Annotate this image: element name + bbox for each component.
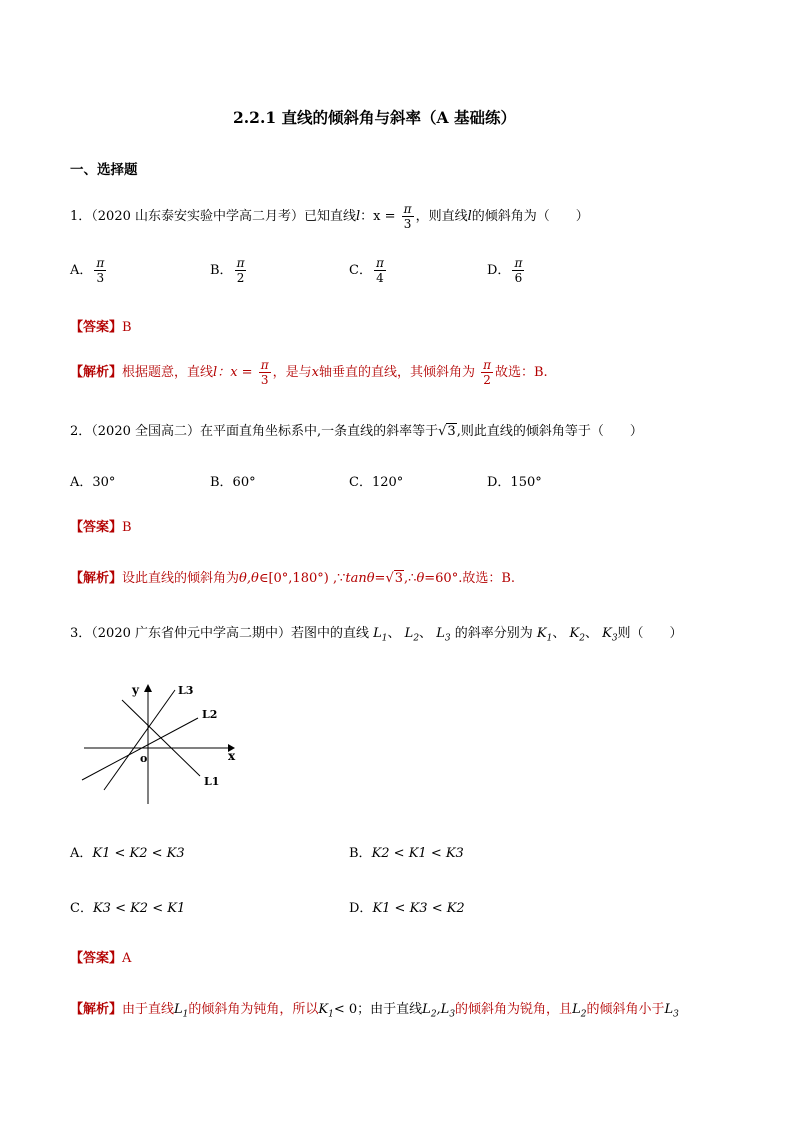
analysis-tag: 【解析】	[70, 1002, 123, 1017]
option-letter: C．	[70, 901, 93, 916]
q3-middle: 的斜率分别为	[454, 626, 533, 641]
y-axis-arrow	[144, 684, 152, 692]
q3-analysis	[70, 998, 679, 1020]
option-expr: K1 < K3 < K2	[372, 901, 465, 916]
q1-option-a	[70, 254, 108, 288]
l3-label: L3	[178, 684, 194, 697]
frac-den: 6	[514, 271, 523, 285]
q3-prefix: 3．（2020 广东省仲元中学高二期中）若图中的直线	[70, 626, 369, 641]
analysis-text: 故选：B.	[495, 365, 548, 380]
var-L1: $L_1$	[174, 1002, 189, 1020]
option-expr: K1 < K2 < K3	[92, 846, 185, 861]
var-L2: $L_2$	[572, 1002, 587, 1020]
q1-suffix2: 的倾斜角为（ ）	[471, 209, 589, 224]
analysis-text: 的倾斜角小于	[586, 1002, 665, 1017]
q1-var-l: l	[356, 209, 361, 224]
analysis-text: ∈[0°,180°) ,∵	[258, 571, 346, 586]
var-K1: $K_1$	[318, 1002, 334, 1020]
frac-den: 3	[260, 373, 269, 387]
x-label: x	[228, 749, 236, 763]
q3-option-d	[349, 897, 465, 916]
var-K3: $K_3$	[602, 626, 618, 644]
sep: 、	[387, 626, 401, 641]
q2-option-d: D．150°	[487, 475, 542, 490]
frac-num: π	[236, 256, 245, 270]
analysis-var: x	[311, 365, 319, 380]
sep: 、	[419, 626, 433, 641]
option-letter: B．	[349, 846, 372, 861]
frac-den: 4	[376, 271, 384, 285]
analysis-text: 设此直线的倾斜角为	[122, 571, 240, 586]
analysis-tag: 【解析】	[70, 365, 123, 380]
analysis-text: 的倾斜角为钝角，所以	[188, 1002, 319, 1017]
page-title: 2.2.1 直线的倾斜角与斜率（A 基础练）	[233, 108, 516, 127]
q1-option-c	[349, 254, 388, 288]
q3-option-b	[349, 842, 464, 861]
q3-answer	[70, 947, 131, 966]
answer-value: A	[122, 951, 132, 966]
var-L3: $L_3$	[664, 1002, 679, 1020]
option-letter: A．	[70, 263, 93, 278]
q3-suffix: 则（ ）	[617, 626, 683, 641]
var-L2: $L_2$	[404, 626, 420, 644]
sqrt-radicand: 3	[394, 571, 404, 586]
sep: 、	[552, 626, 566, 641]
q3-option-a	[70, 842, 185, 861]
var-L3: $L_3$	[436, 626, 451, 644]
analysis-text: =	[374, 571, 386, 586]
answer-tag: 【答案】	[70, 320, 123, 335]
sep: 、	[584, 626, 598, 641]
answer-value: B	[122, 320, 132, 335]
sqrt-radicand: 3	[447, 424, 456, 439]
option-expr: K3 < K2 < K1	[92, 901, 186, 916]
analysis-text: ,∴	[404, 571, 417, 586]
var-L2-L3: $L_2,L_3$	[422, 1002, 456, 1020]
sqrt-3: √3	[385, 571, 404, 586]
q1-frac-den: 3	[403, 217, 412, 231]
option-fraction	[374, 256, 386, 285]
section-heading: 一、选择题	[70, 162, 138, 178]
analysis-tag: 【解析】	[70, 571, 123, 586]
analysis-text: 轴垂直的直线，其倾斜角为	[318, 365, 475, 380]
option-letter: C．	[349, 263, 372, 278]
answer-tag: 【答案】	[70, 520, 123, 535]
answer-tag: 【答案】	[70, 951, 123, 966]
option-letter: B．	[210, 263, 233, 278]
option-letter: D．	[349, 901, 373, 916]
sqrt-3: √3	[438, 424, 456, 439]
analysis-text: 的倾斜角为锐角，且	[455, 1002, 573, 1017]
q2-prefix: 2．（2020 全国高二）在平面直角坐标系中,一条直线的斜率等于	[70, 424, 439, 439]
q2-answer	[70, 516, 132, 535]
option-fraction	[94, 256, 106, 285]
analysis-text: 根据题意，直线	[122, 365, 214, 380]
analysis-fraction	[259, 358, 271, 387]
var-L1: $L_1$	[373, 626, 388, 644]
frac-num: π	[375, 256, 384, 270]
frac-den: 2	[483, 373, 491, 387]
frac-num: π	[514, 256, 523, 270]
analysis-var: θ	[416, 571, 425, 586]
answer-value: B	[122, 520, 132, 535]
q2-analysis	[70, 567, 515, 586]
option-expr: K2 < K1 < K3	[371, 846, 464, 861]
q1-frac-num: π	[403, 202, 412, 216]
q2-option-b: B．60°	[210, 475, 256, 490]
q1-analysis	[70, 356, 548, 390]
line-l3	[104, 690, 175, 790]
q1-prefix: 1．（2020 山东泰安实验中学高二月考）已知直线	[70, 209, 356, 224]
q3-option-c	[70, 897, 185, 916]
analysis-fraction	[481, 358, 493, 387]
frac-num: π	[483, 358, 491, 372]
var-K2: $K_2$	[569, 626, 585, 644]
analysis-text: 由于直线	[122, 1002, 175, 1017]
q2-option-a: A．30°	[70, 475, 116, 490]
l2-label: L2	[202, 708, 218, 721]
analysis-var: l	[213, 365, 218, 380]
option-letter: A．	[70, 846, 93, 861]
q1-option-d	[487, 254, 526, 288]
question-2	[70, 420, 643, 439]
frac-den: 3	[96, 271, 105, 285]
option-letter: D．	[487, 263, 511, 278]
analysis-text: =60°.故选：B.	[424, 571, 516, 586]
q1-option-b	[210, 254, 248, 288]
q1-answer	[70, 316, 132, 335]
frac-den: 2	[236, 271, 245, 285]
q1-eq: ：x =	[360, 209, 396, 224]
option-fraction	[235, 256, 247, 285]
y-label: y	[132, 683, 139, 697]
q2-suffix: ,则此直线的倾斜角等于（ ）	[456, 424, 643, 439]
analysis-text: < 0；由于直线	[333, 1002, 423, 1017]
frac-num: π	[96, 256, 105, 270]
q1-fraction	[402, 202, 414, 231]
option-fraction	[512, 256, 524, 285]
lines-figure	[80, 680, 250, 810]
q1-var-l2: l	[467, 209, 472, 224]
line-l2	[82, 718, 198, 780]
q2-option-c: C．120°	[349, 475, 404, 490]
frac-num: π	[260, 358, 269, 372]
analysis-eq: ：x =	[217, 365, 253, 380]
analysis-text: ，是与	[272, 365, 312, 380]
origin-label: o	[140, 752, 148, 765]
question-3	[70, 622, 683, 644]
analysis-var: θ,θ	[239, 571, 259, 586]
question-1	[70, 200, 589, 234]
l1-label: L1	[204, 775, 220, 788]
analysis-var: tanθ	[345, 571, 375, 586]
q1-suffix: ，则直线	[415, 209, 468, 224]
var-K1: $K_1$	[536, 626, 553, 644]
